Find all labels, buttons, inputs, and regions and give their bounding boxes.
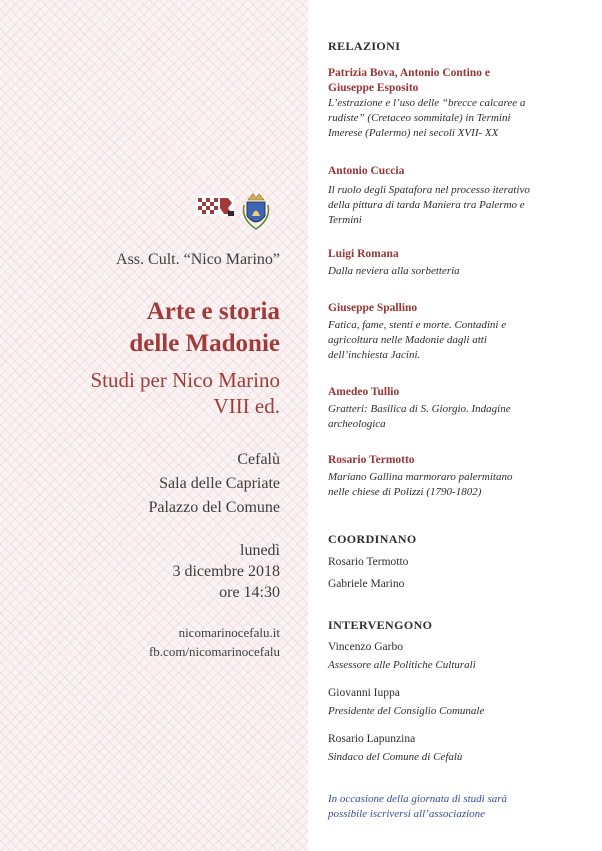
relazioni-heading: RELAZIONI <box>328 39 401 53</box>
relazione-item <box>328 453 590 500</box>
speaker-name: Antonio Cuccia <box>328 165 405 177</box>
membership-note <box>328 792 590 822</box>
speaker-name: Rosario Termotto <box>328 454 415 466</box>
note-line: possibile iscriversi all’associazione <box>328 808 486 820</box>
association-logo-icon <box>196 196 234 216</box>
association-name: Ass. Cult. “Nico Marino” <box>116 251 280 268</box>
guest-item <box>328 685 590 719</box>
date-line: ore 14:30 <box>219 584 280 601</box>
venue-line: Sala delle Capriate <box>159 475 280 492</box>
venue-line: Palazzo del Comune <box>148 499 280 516</box>
guest-role: Assessore alle Politiche Culturali <box>328 659 476 671</box>
talk-title: agricoltura nelle Madonie dagli atti <box>328 334 487 346</box>
intervengono-heading: INTERVENGONO <box>328 618 433 632</box>
event-title-line: delle Madonie <box>129 330 280 357</box>
speaker-name: Amedeo Tullio <box>328 386 400 398</box>
guest-name: Vincenzo Garbo <box>328 641 403 653</box>
talk-title: Termini <box>328 214 362 226</box>
note-line: In occasione della giornata di studi sarà <box>328 793 508 805</box>
coordinano-heading: COORDINANO <box>328 532 417 546</box>
speaker-name: Giuseppe Esposito <box>328 82 419 94</box>
talk-title: nelle chiese di Polizzi (1790-1802) <box>328 486 482 498</box>
event-title <box>129 296 280 360</box>
date-line: lunedì <box>240 542 280 559</box>
talk-title: Mariano Gallina marmoraro palermitano <box>328 471 513 483</box>
relazione-item <box>328 247 590 279</box>
facebook-link[interactable]: fb.com/nicomarinocefalu <box>148 644 280 659</box>
coordinator-name: Gabriele Marino <box>328 578 405 590</box>
talk-title: L’estrazione e l’uso delle “brecce calcaree a <box>328 97 526 109</box>
talk-title: Imerese (Palermo) nei secoli XVII- XX <box>328 127 499 139</box>
event-subtitle-line: VIII ed. <box>213 394 280 418</box>
event-subtitle <box>90 367 280 419</box>
guest-role: Presidente del Consiglio Comunale <box>328 705 485 717</box>
web-links <box>149 623 280 661</box>
coordinator-name: Rosario Termotto <box>328 556 409 568</box>
relazione-item <box>328 66 590 141</box>
guest-item <box>328 639 590 673</box>
guest-role: Sindaco del Comune di Cefalù <box>328 751 463 763</box>
guest-name: Rosario Lapunzina <box>328 733 416 745</box>
coordinators <box>328 551 590 595</box>
speaker-name: Giuseppe Spallino <box>328 302 418 314</box>
event-subtitle-line: Studi per Nico Marino <box>90 368 280 392</box>
municipality-crest-icon <box>244 194 269 229</box>
relazione-item <box>328 385 590 432</box>
talk-title: Dalla neviera alla sorbetteria <box>328 265 460 277</box>
talk-title: Gratteri: Basilica di S. Giorgio. Indagine <box>328 403 511 415</box>
guest-name: Giovanni Iuppa <box>328 687 400 699</box>
venue-line: Cefalù <box>237 451 280 468</box>
logos <box>194 189 274 233</box>
event-title-line: Arte e storia <box>146 298 280 325</box>
date-line: 3 dicembre 2018 <box>172 563 280 580</box>
talk-title: archeologica <box>328 418 386 430</box>
event-date <box>172 540 280 603</box>
talk-title: Fatica, fame, stenti e morte. Contadini e <box>328 319 507 331</box>
speaker-name: Luigi Romana <box>328 248 399 260</box>
venue <box>148 448 280 520</box>
talk-title: Il ruolo degli Spatafora nel processo iterativo <box>328 184 530 196</box>
relazione-item <box>328 164 590 228</box>
guest-item <box>328 731 590 765</box>
talk-title: della pittura di tarda Maniera tra Palermo e <box>328 199 525 211</box>
website-link[interactable]: nicomarinocefalu.it <box>178 625 280 640</box>
speaker-name: Patrizia Bova, Antonio Contino e <box>328 67 490 79</box>
talk-title: rudiste” (Cretaceo sommitale) in Termini <box>328 112 511 124</box>
talk-title: dell’inchiesta Jacini. <box>328 349 421 361</box>
relazione-item <box>328 301 590 363</box>
